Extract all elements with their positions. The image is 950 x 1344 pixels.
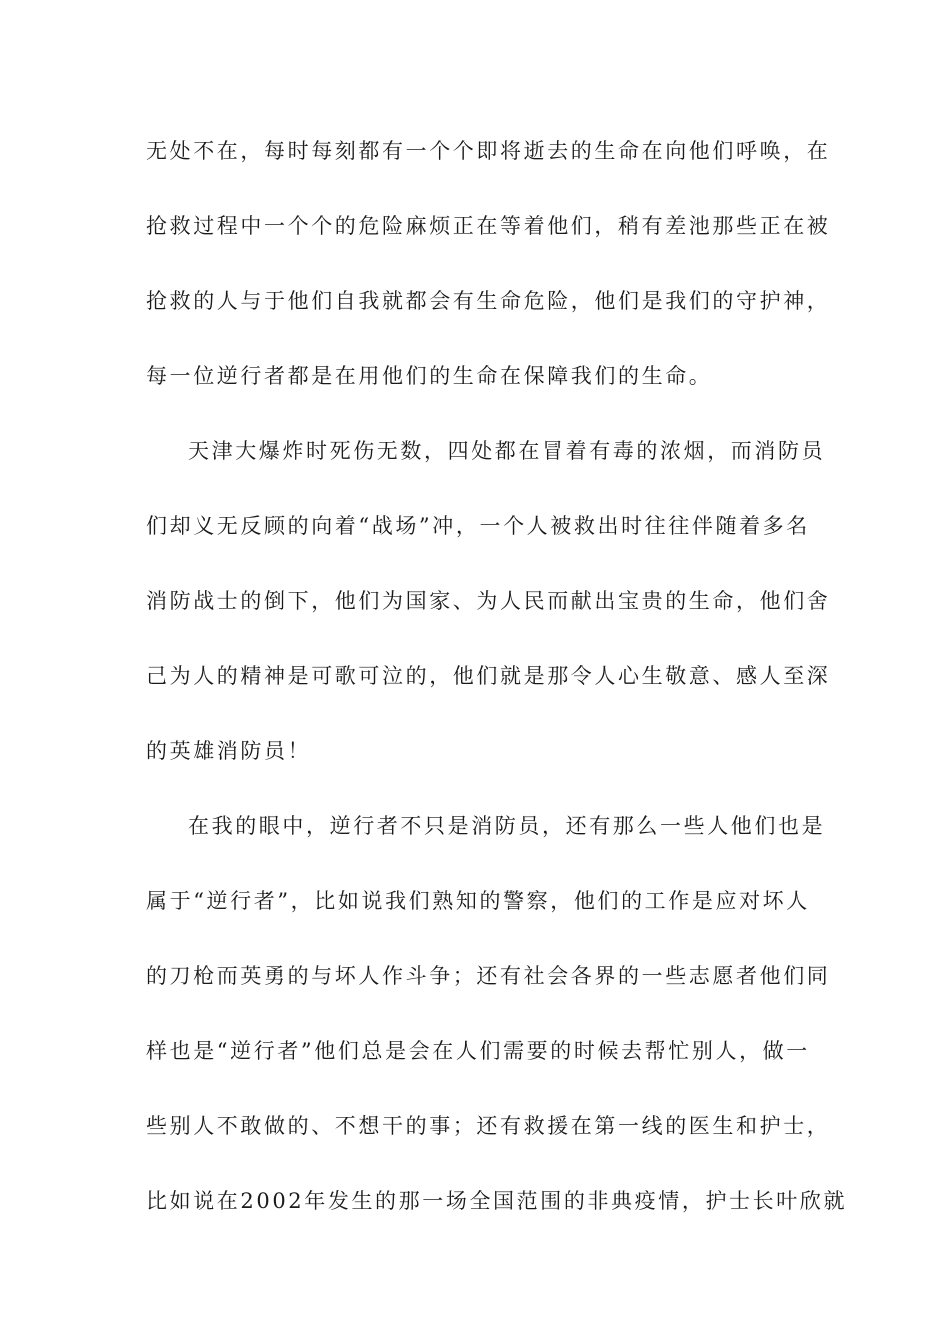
text-line: 消防战士的倒下，他们为国家、为人民而献出宝贵的生命，他们舍 [146, 589, 831, 613]
text-line: 们却义无反顾的向着“战场”冲，一个人被救出时往往伴随着多名 [146, 514, 810, 538]
text-line: 每一位逆行者都是在用他们的生命在保障我们的生命。 [146, 364, 713, 388]
text-line: 样也是“逆行者”他们总是会在人们需要的时候去帮忙别人，做一 [146, 1039, 810, 1063]
text-line: 些别人不敢做的、不想干的事；还有救援在第一线的医生和护士， [146, 1114, 831, 1138]
text-line: 己为人的精神是可歌可泣的，他们就是那令人心生敬意、感人至深 [146, 664, 831, 688]
text-line: 抢救过程中一个个的危险麻烦正在等着他们，稍有差池那些正在被 [146, 214, 831, 238]
text-line: 的刀枪而英勇的与坏人作斗争；还有社会各界的一些志愿者他们同 [146, 964, 831, 988]
text-line: 的英雄消防员！ [146, 739, 312, 763]
paragraph-first-line: 在我的眼中，逆行者不只是消防员，还有那么一些人他们也是 [188, 814, 826, 838]
text-line: 无处不在，每时每刻都有一个个即将逝去的生命在向他们呼唤，在 [146, 139, 831, 163]
text-line: 抢救的人与于他们自我就都会有生命危险，他们是我们的守护神， [146, 289, 831, 313]
text-line: 比如说在2002年发生的那一场全国范围的非典疫情，护士长叶欣就 [146, 1189, 848, 1213]
paragraph-first-line: 天津大爆炸时死伤无数，四处都在冒着有毒的浓烟，而消防员 [188, 439, 826, 463]
text-line: 属于“逆行者”，比如说我们熟知的警察，他们的工作是应对坏人 [146, 889, 810, 913]
